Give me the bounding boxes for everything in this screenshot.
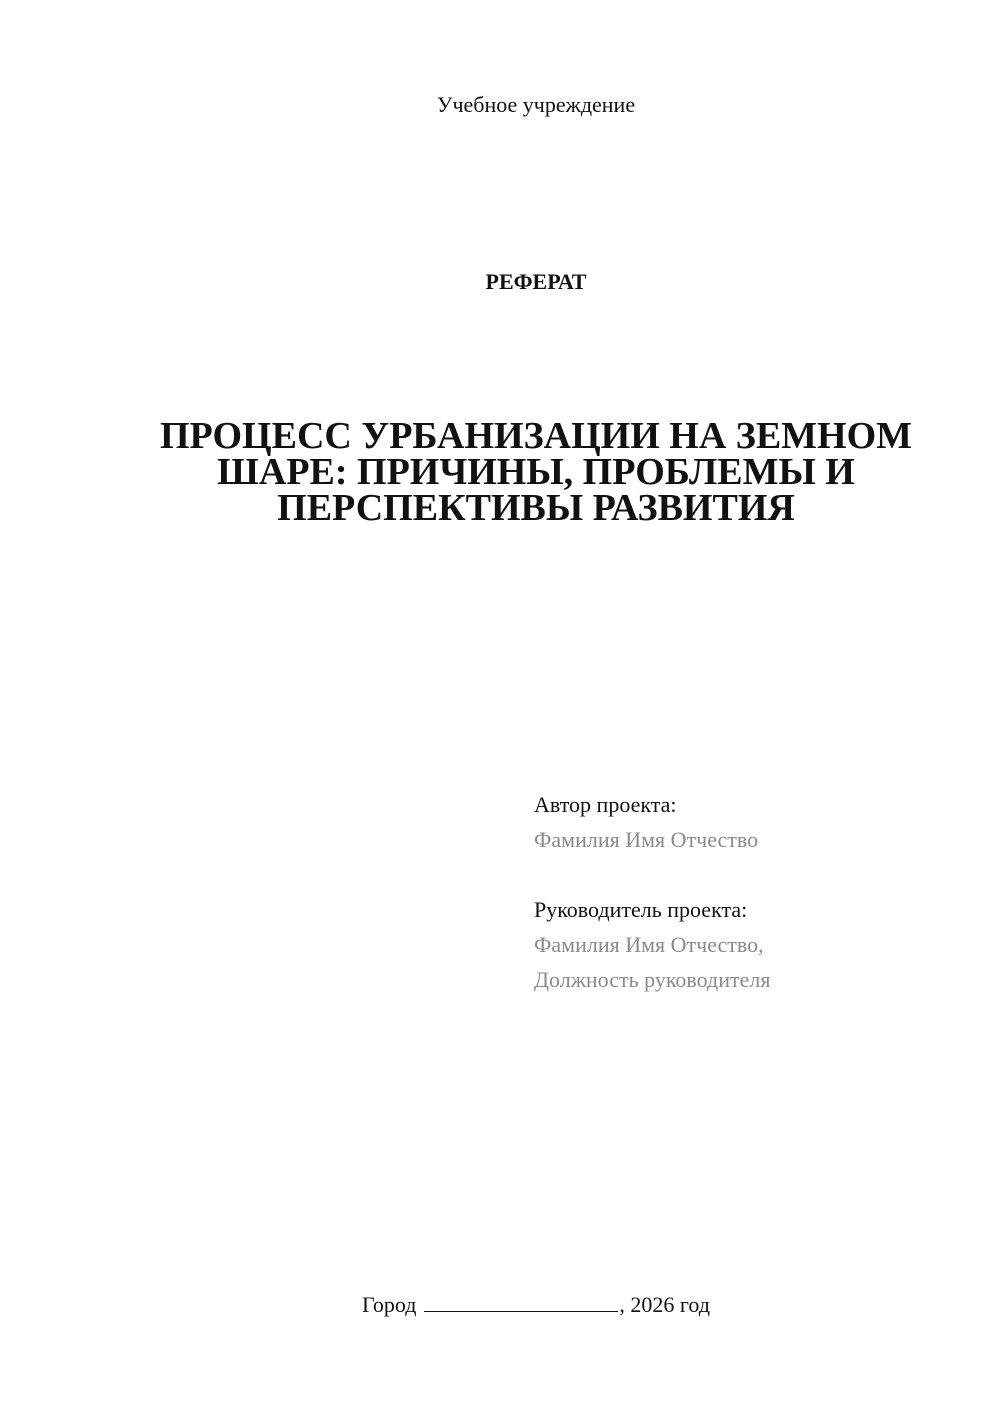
title-line-3: ПЕРСПЕКТИВЫ РАЗВИТИЯ: [277, 487, 795, 529]
footer-city-year: [0, 1290, 1000, 1320]
document-title: [100, 415, 972, 529]
author-name-placeholder: Фамилия Имя Отчество: [534, 827, 759, 852]
supervisor-name-placeholder: Фамилия Имя Отчество,: [534, 932, 764, 957]
title-line-2: ШАРЕ: ПРИЧИНЫ, ПРОБЛЕМЫ И: [217, 451, 855, 493]
supervisor-position-placeholder: Должность руководителя: [534, 967, 771, 992]
authors-spacer: [534, 857, 974, 892]
year-text: , 2026 год: [619, 1292, 710, 1317]
author-label: Автор проекта:: [534, 792, 677, 817]
document-type: РЕФЕРАТ: [485, 269, 587, 294]
title-line-1: ПРОЦЕСС УРБАНИЗАЦИИ НА ЗЕМНОМ: [159, 415, 913, 457]
city-label: Город: [362, 1292, 417, 1317]
supervisor-label: Руководитель проекта:: [534, 897, 748, 922]
authors-block: [534, 787, 974, 997]
institution-name: Учебное учреждение: [436, 92, 636, 117]
city-blank-line: [424, 1290, 618, 1312]
